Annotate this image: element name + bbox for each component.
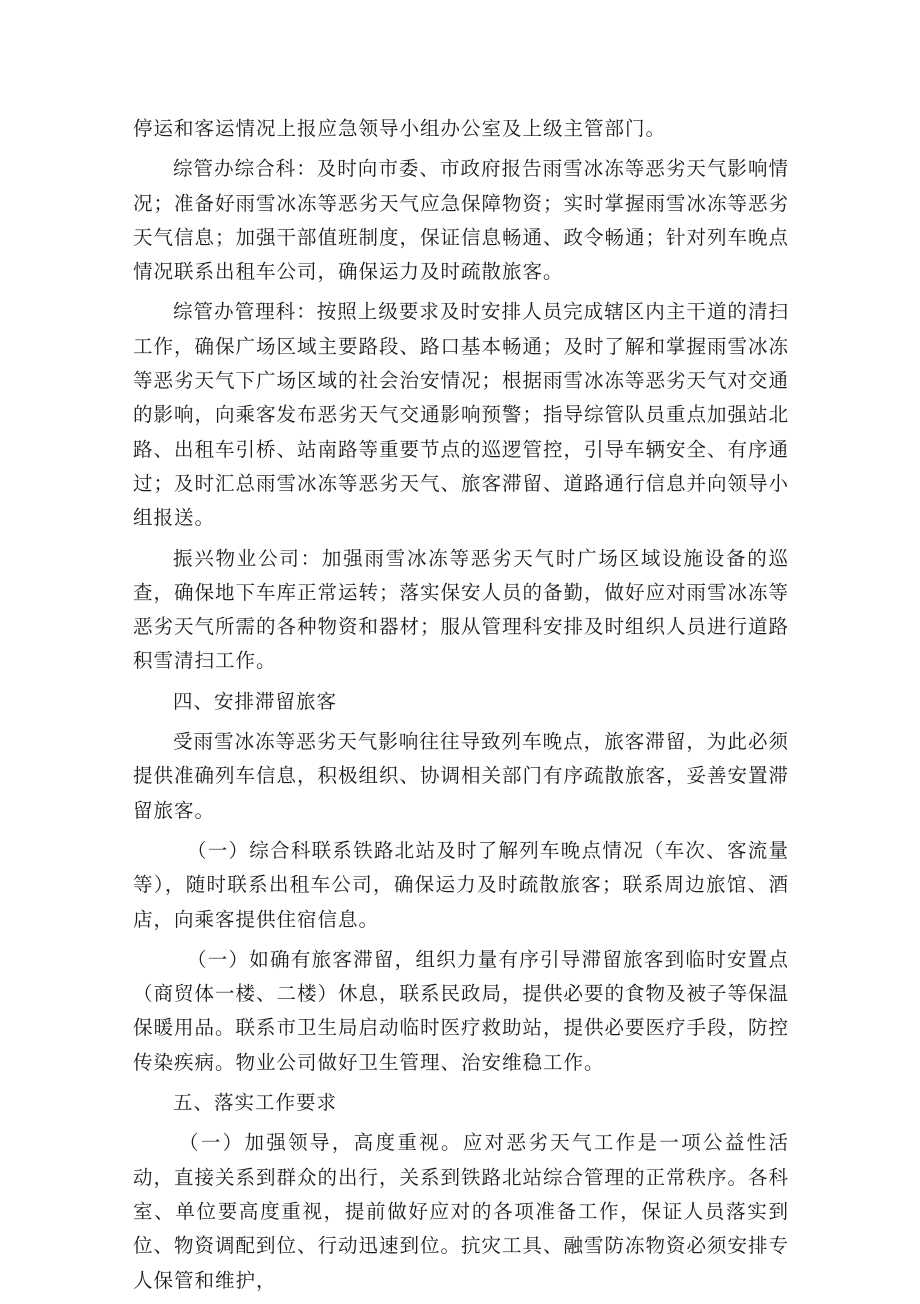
paragraph-property-company: 振兴物业公司：加强雨雪冰冻等恶劣天气时广场区域设施设备的巡查，确保地下车库正常运转；落实保安人员的备勤，做好应对雨雪冰冻等恶劣天气所需的各种物资和器材；服从管理科安排及时组织人员进行道路积雪清扫工作。 — [133, 546, 790, 673]
document-body — [133, 112, 789, 1304]
section-heading-5: 五、落实工作要求 — [173, 1091, 338, 1115]
paragraph-work-requirements-1: （一）加强领导，高度重视。应对恶劣天气工作是一项公益性活动，直接关系到群众的出行，关系到铁路北站综合管理的正常秩序。各科室、单位要高度重视，提前做好应对的各项准备工作，保证人员落实到位、物资调配到位、行动迅速到位。抗灾工具、融雪防冻物资必须安排专人保管和维护， — [133, 1131, 790, 1292]
paragraph-item-2: （一）如确有旅客滞留，组织力量有序引导滞留旅客到临时安置点（商贸体一楼、二楼）休息，联系民政局，提供必要的食物及被子等保温保暖用品。联系市卫生局启动临时医疗救助站，提供必要医疗手段，防控传染疾病。物业公司做好卫生管理、治安维稳工作。 — [133, 947, 790, 1074]
paragraph-stranded-intro: 受雨雪冰冻等恶劣天气影响往往导致列车晚点，旅客滞留，为此必须提供准确列车信息，积极组织、协调相关部门有序疏散旅客，妥善安置滞留旅客。 — [133, 730, 790, 822]
paragraph-continuation: 停运和客运情况上报应急领导小组办公室及上级主管部门。 — [133, 117, 667, 140]
paragraph-item-1: （一）综合科联系铁路北站及时了解列车晚点情况（车次、客流量等），随时联系出租车公司，确保运力及时疏散旅客；联系周边旅馆、酒店，向乘客提供住宿信息。 — [133, 838, 789, 931]
paragraph-management-section: 综管办管理科：按照上级要求及时安排人员完成辖区内主干道的清扫工作，确保广场区域主要路段、路口基本畅通；及时了解和掌握雨雪冰冻等恶劣天气下广场区域的社会治安情况；根据雨雪冰冻等恶劣天气对交通的影响，向乘客发布恶劣天气交通影响预警；指导综管队员重点加强站北路、出租车引桥、站南路等重要节点的巡逻管控，引导车辆安全、有序通过；及时汇总雨雪冰冻等恶劣天气、旅客滞留、道路通行信息并向领导小组报送。 — [133, 300, 790, 530]
section-heading-4: 四、安排滞留旅客 — [173, 689, 338, 713]
paragraph-comprehensive-section: 综管办综合科：及时向市委、市政府报告雨雪冰冻等恶劣天气影响情况；准备好雨雪冰冻等恶劣天气应急保障物资；实时掌握雨雪冰冻等恶劣天气信息；加强干部值班制度，保证信息畅通、政令畅通；针对列车晚点情况联系出租车公司，确保运力及时疏散旅客。 — [133, 157, 790, 284]
